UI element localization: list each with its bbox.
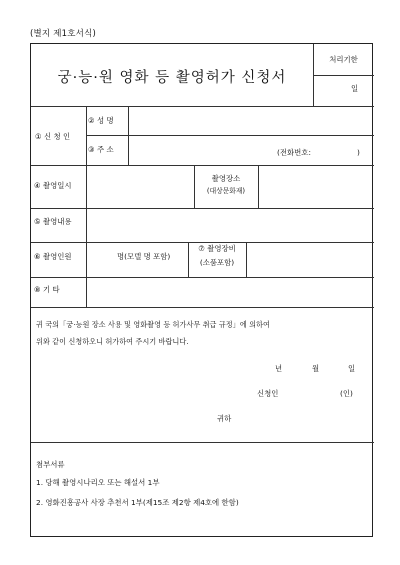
form-title: 궁·능·원 영화 등 촬영허가 신청서 <box>57 70 287 86</box>
annex-label: (별지 제1호서식) <box>30 29 97 39</box>
addressee: 귀하 <box>217 414 232 423</box>
shoot-datetime-label: ④ 촬영일시 <box>34 181 72 190</box>
signer-label: 신청인 <box>257 389 279 398</box>
body-text-line-2: 위와 같이 신청하오니 허가하여 주시기 바랍니다. <box>36 337 189 346</box>
applicant-label: ① 신 청 인 <box>35 132 71 141</box>
phone-close: ) <box>357 148 360 157</box>
personnel-unit: 명(모델 명 포함) <box>117 252 171 261</box>
seal-label: (인) <box>340 389 353 398</box>
date-day: 일 <box>348 364 356 373</box>
phone-label: (전화번호: <box>277 148 311 157</box>
shoot-location-label: 촬영장소 <box>211 174 241 183</box>
processing-period-label: 처리기한 <box>329 55 358 64</box>
shoot-content-field[interactable] <box>87 209 373 241</box>
divider <box>194 165 195 208</box>
name-label: ② 성 명 <box>88 116 114 125</box>
equipment-sub: (소품포함) <box>199 258 235 267</box>
others-field[interactable] <box>87 278 373 306</box>
signer-field[interactable] <box>286 386 336 400</box>
name-field[interactable] <box>129 107 373 134</box>
attachment-item-1: 1. 당해 촬영시나리오 또는 해설서 1부 <box>36 478 160 487</box>
equipment-label: ⑦ 촬영장비 <box>198 244 236 253</box>
date-year: 년 <box>275 364 283 373</box>
divider <box>31 307 374 308</box>
application-form <box>30 43 373 537</box>
equipment-field[interactable] <box>247 243 373 276</box>
shoot-datetime-field[interactable] <box>87 166 194 207</box>
body-text-line-1: 귀 국의「궁·능원 장소 사용 및 영화촬영 등 허가사무 취급 규정」에 의하여 <box>36 320 270 329</box>
address-field[interactable] <box>129 136 373 164</box>
shoot-location-field[interactable] <box>259 166 373 207</box>
others-label: ⑧ 기 타 <box>34 285 60 294</box>
attachments-title: 첨부서류 <box>36 460 65 469</box>
shoot-personnel-label: ⑥ 촬영인원 <box>34 252 72 261</box>
shoot-location-sub: (대상문화재) <box>206 187 246 195</box>
shoot-content-label: ⑤ 촬영내용 <box>34 217 72 226</box>
divider <box>313 75 374 76</box>
divider <box>31 442 374 443</box>
address-label: ③ 주 소 <box>88 145 114 154</box>
date-month: 월 <box>312 364 320 373</box>
processing-period-unit: 일 <box>351 84 359 93</box>
attachment-item-2: 2. 영화진흥공사 사장 추천서 1부(제15조 제2항 제4호에 한함) <box>36 498 239 507</box>
